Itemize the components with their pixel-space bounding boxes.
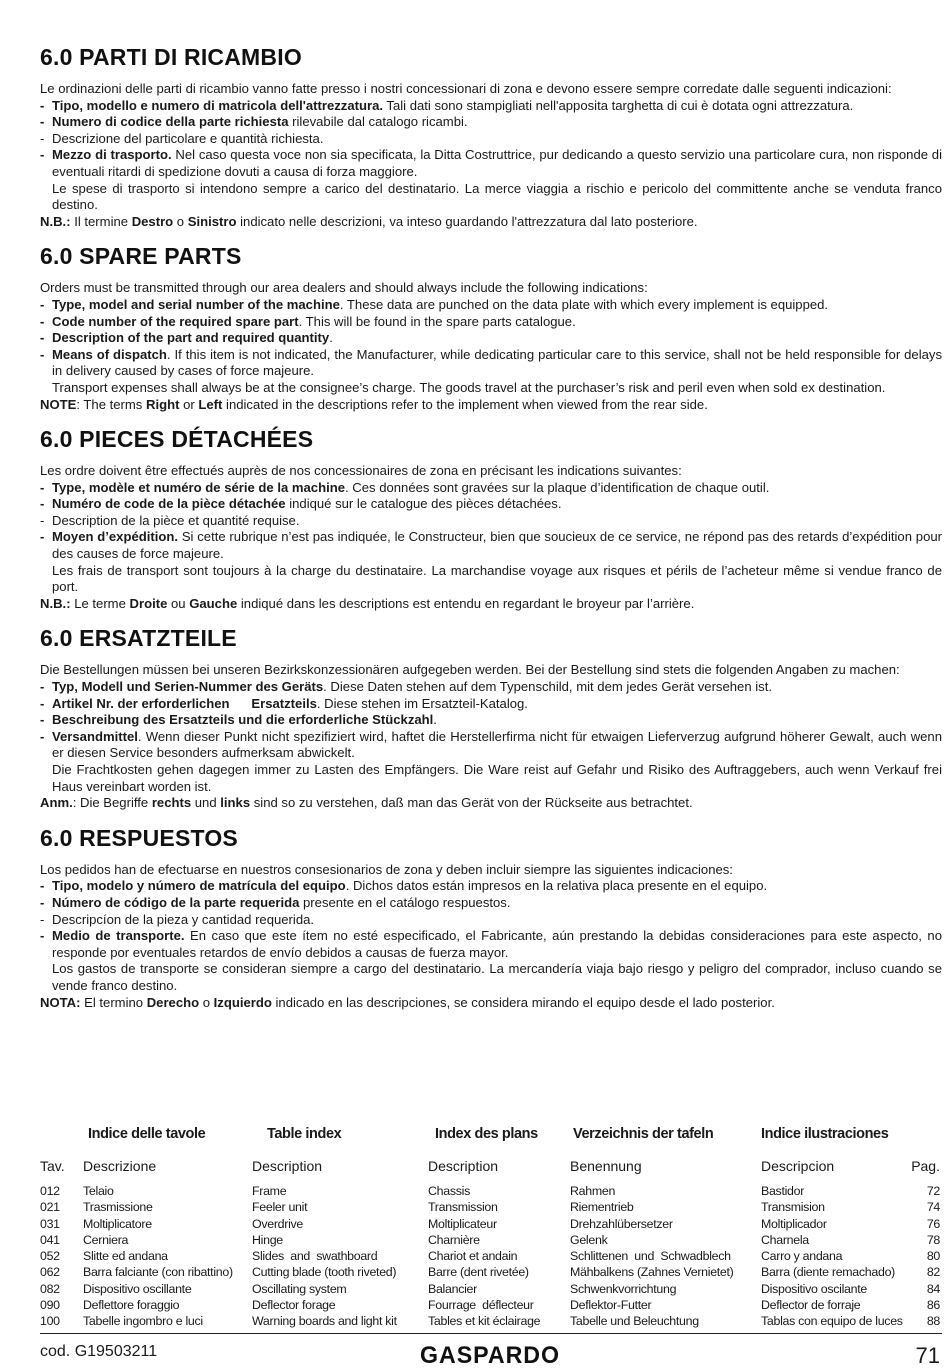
list-item-text [52, 912, 942, 929]
cell-tav: 012 [40, 1184, 60, 1198]
list-item-rest: presente en el catálogo respuestos. [299, 894, 511, 910]
index-header-fr: Index des plans [435, 1126, 538, 1142]
list-item-bold: Type, model and serial number of the machine [52, 296, 340, 312]
list-item-bold: Description of the part and required quantity [52, 330, 330, 346]
bullet-dash: - [40, 346, 45, 362]
bullet-dash: - [40, 679, 45, 695]
col-descrizione: Descrizione [83, 1158, 157, 1174]
list-item [40, 131, 942, 148]
table-row [40, 1200, 942, 1216]
note-p3: indicado en las descripciones, se considera mirando el equipo desde el lado posterior. [271, 994, 775, 1010]
cell-en: Warning boards and light kit [252, 1314, 397, 1329]
bullet-dash: - [40, 728, 45, 744]
note-w1: Destro [131, 213, 174, 229]
bullet-dash: - [40, 130, 45, 146]
list-item-rest: En caso que este ítem no esté especificado, el Fabricante, aún prestando la debidas consideraciones para este aspecto, no responde por eventuales retardos de envío debidos a causas de fuerza mayor. [52, 928, 942, 960]
bullet-dash: - [40, 479, 45, 495]
cell-en: Slides and swathboard [252, 1249, 378, 1264]
section-intro: Le ordinazioni delle parti di ricambio vanno fatte presso i nostri concessionari di zona e devono essere sempre corredate dalle seguenti indicazioni: [40, 81, 892, 96]
list-item-bold: Moyen d’expédition. [52, 529, 179, 545]
cell-de: Riementrieb [570, 1200, 634, 1215]
note-w1: rechts [151, 795, 192, 811]
section-heading: 6.0 PIECES DÉTACHÉES [40, 426, 314, 453]
list-item [40, 98, 942, 115]
note-p2: o [199, 994, 214, 1010]
note-w1: Droite [129, 595, 168, 611]
list-item-text [52, 131, 942, 148]
section-intro: Los pedidos han de efectuarse en nuestros consesionarios de zona y deben incluir siempre las siguientes indicaciones: [40, 861, 733, 877]
cell-fr: Chariot et andain [428, 1249, 518, 1264]
list-item [40, 297, 942, 314]
list-item-bold: Beschreibung des Ersatzteils und die erforderliche Stückzahl [52, 712, 434, 728]
col-descripcion: Descripcion [761, 1158, 835, 1174]
cell-page: 78 [926, 1232, 940, 1247]
section [40, 44, 942, 230]
bullet-dash: - [40, 97, 45, 113]
cell-es: Tablas con equipo de luces [761, 1314, 903, 1329]
section-note [40, 214, 942, 231]
note-p3: indicated in the descriptions refer to the implement when viewed from the rear side. [222, 396, 708, 412]
cell-it: Deflettore foraggio [83, 1298, 180, 1313]
cell-page: 74 [926, 1200, 940, 1215]
cell-en: Frame [252, 1184, 287, 1198]
cell-fr: Chassis [428, 1184, 470, 1198]
bullet-dash: - [40, 313, 45, 329]
list-item-bold: Numero di codice della parte richiesta [52, 114, 289, 130]
note-p1: Le terme [70, 595, 130, 611]
list-item-rest: rilevabile dal catalogo ricambi. [288, 114, 468, 130]
col-tav: Tav. [40, 1158, 65, 1174]
section-continuation: Los gastos de transporte se consideran siempre a cargo del destinatario. La mercandería viaja bajo riesgo y peligro del comprador, incluso cuando se vende franco destino. [52, 961, 942, 993]
list-item-rest: . Diese stehen im Ersatzteil-Katalog. [316, 695, 528, 711]
list-item-bold: Número de código de la parte requerida [52, 894, 300, 910]
section-note [40, 795, 942, 812]
cell-it: Trasmissione [83, 1200, 153, 1215]
list-item-bold: Versandmittel [52, 728, 138, 744]
bullet-dash: - [40, 330, 45, 346]
cell-de: Deflektor-Futter [570, 1298, 652, 1313]
cell-en: Deflector forage [252, 1298, 336, 1313]
list-item-text [52, 696, 942, 713]
note-p2: und [191, 795, 221, 811]
cell-es: Deflector de forraje [761, 1298, 861, 1313]
note-p3: sind so zu verstehen, daß man das Gerät von der Rückseite aus betrachtet. [250, 795, 693, 811]
cell-en: Feeler unit [252, 1200, 308, 1215]
footer-divider [40, 1333, 942, 1334]
cell-es: Charnela [761, 1232, 809, 1247]
cell-tav: 041 [40, 1232, 60, 1247]
cell-de: Tabelle und Beleuchtung [570, 1314, 699, 1329]
table-row [40, 1265, 942, 1281]
cell-de: Gelenk [570, 1232, 608, 1247]
list-item-rest: Descrizione del particolare e quantità richiesta. [52, 130, 324, 146]
cell-en: Oscillating system [252, 1281, 347, 1296]
cell-de: Schlittenen und Schwadblech [570, 1249, 731, 1264]
list-item-rest: Si cette rubrique n’est pas indiquée, le Constructeur, bien que soucieux de ce service, ne répond pas des retards d’expédition pour des causes de force majeure. [52, 529, 942, 562]
list-item-text [52, 480, 942, 497]
list-item-text [52, 729, 942, 762]
cell-fr: Fourrage déflecteur [428, 1298, 534, 1313]
list-item [40, 347, 942, 380]
cell-en: Hinge [252, 1232, 283, 1247]
note-w2: Gauche [189, 595, 238, 611]
table-row [40, 1314, 942, 1330]
cell-es: Bastidor [761, 1184, 805, 1198]
list-item-text [52, 114, 942, 131]
note-w2: Sinistro [187, 213, 237, 229]
list-item-text [52, 330, 942, 347]
cell-es: Barra (diente remachado) [761, 1265, 895, 1280]
gaspardo-logo-icon [420, 1341, 560, 1367]
cell-fr: Tables et kit éclairage [428, 1314, 541, 1329]
bullet-dash: - [40, 911, 45, 927]
index-language-headers [40, 1126, 942, 1148]
cell-page: 84 [926, 1281, 940, 1296]
list-item [40, 480, 942, 497]
note-label: Anm. [40, 795, 73, 811]
cell-page: 82 [926, 1265, 940, 1280]
table-row [40, 1184, 942, 1200]
cell-en: Cutting blade (tooth riveted) [252, 1265, 397, 1280]
list-item-rest: . These data are punched on the data plate with which every implement is equipped. [339, 296, 829, 312]
list-item-text [52, 878, 942, 895]
cell-it: Telaio [83, 1184, 114, 1198]
list-item [40, 513, 942, 530]
index-column-headers [40, 1158, 942, 1180]
list-item-text [52, 297, 942, 314]
section-intro: Orders must be transmitted through our area dealers and should always include the following indications: [40, 280, 648, 296]
note-p1: Il termine [70, 213, 132, 229]
table-row [40, 1233, 942, 1249]
section [40, 243, 942, 413]
index-header-it: Indice delle tavole [88, 1126, 206, 1142]
bullet-dash: - [40, 529, 45, 545]
cell-de: Mähbalkens (Zahnes Vernietet) [570, 1265, 734, 1280]
note-p3: indicato nelle descrizioni, va inteso guardando l'attrezzatura dal lato posteriore. [236, 213, 698, 229]
svg-text:GASPARDO: GASPARDO [420, 1342, 560, 1367]
index-header-de: Verzeichnis der tafeln [573, 1126, 714, 1142]
bullet-dash: - [40, 928, 45, 944]
list-item [40, 696, 942, 713]
section [40, 825, 942, 1011]
list-item [40, 928, 942, 961]
list-item-bold: Mezzo di trasporto. [52, 147, 172, 163]
list-item [40, 895, 942, 912]
list-item-rest: Description de la pièce et quantité requise. [52, 512, 300, 528]
list-item-bold: Tipo, modello e numero di matricola dell'attrezzatura. [52, 97, 384, 113]
list-item [40, 314, 942, 331]
list-item-rest: Tali dati sono stampigliati nell'apposita targhetta di cui è dotata ogni attrezzatura. [383, 97, 854, 113]
cell-es: Carro y andana [761, 1249, 843, 1264]
sections-container [40, 44, 942, 1011]
note-w1: Derecho [146, 994, 200, 1010]
list-item-bold: Numéro de code de la pièce détachée [52, 496, 286, 512]
list-item [40, 712, 942, 729]
section-heading: 6.0 ERSATZTEILE [40, 625, 237, 652]
table-row [40, 1249, 942, 1265]
table-row [40, 1298, 942, 1314]
section-note [40, 596, 942, 613]
list-item [40, 330, 942, 347]
list-item-rest: . Diese Daten stehen auf dem Typenschild, mit dem jedes Gerät versehen ist. [323, 679, 772, 695]
list-item-rest: . Ces données sont gravées sur la plaque d’identification de chaque outil. [345, 479, 770, 495]
list-item-bold: Code number of the required spare part [52, 313, 299, 329]
bullet-dash: - [40, 712, 45, 728]
list-item-text [52, 147, 942, 180]
note-w2: Left [198, 396, 223, 412]
note-p2: or [179, 396, 199, 412]
cell-tav: 100 [40, 1314, 60, 1329]
note-p1: : Die Begriffe [72, 795, 152, 811]
cell-it: Cerniera [83, 1232, 129, 1247]
note-p2: ou [167, 595, 190, 611]
list-item-text [52, 347, 942, 380]
list-item-rest: . Wenn dieser Punkt nicht spezifiziert wird, haftet die Herstellerfirma nicht für etwaigen Lieferverzug aufgrund höherer Gewalt, auch wenn er diesen Service besonders aufmerksam abwickelt. [52, 728, 942, 761]
list-item-rest: . If this item is not indicated, the Manufacturer, while dedicating particular care to this service, shall not be held responsible for delays in delivery caused by cases of force majeure. [52, 346, 942, 379]
cell-it: Dispositivo oscillante [83, 1281, 192, 1296]
table-row [40, 1282, 942, 1298]
section-continuation: Die Frachtkosten gehen dagegen immer zu Lasten des Empfängers. Die Ware reist auf Gefahr und Risiko des Auftraggebers, auch wenn Verkauf frei Haus vereinbart worden ist. [52, 762, 942, 794]
list-item-rest: . [433, 712, 437, 728]
list-item-text [52, 895, 942, 912]
note-w1: Right [146, 396, 180, 412]
list-item-rest: Nel caso questa voce non sia specificata, la Ditta Costruttrice, pur dedicando a questo servizio una particolare cura, non risponde di eventuali ritardi di spedizione dovuti a causa di forza maggiore. [52, 147, 942, 179]
list-item [40, 878, 942, 895]
note-label: N.B.: [40, 213, 71, 229]
bullet-dash: - [40, 296, 45, 312]
bullet-dash: - [40, 114, 45, 130]
list-item-text [52, 712, 942, 729]
cell-de: Rahmen [570, 1184, 616, 1198]
list-item [40, 529, 942, 562]
bullet-dash: - [40, 878, 45, 894]
col-pag: Pag. [911, 1158, 940, 1174]
list-item-text [52, 314, 942, 331]
cell-fr: Barre (dent rivetée) [428, 1265, 529, 1280]
list-item-text [52, 679, 942, 696]
list-item-bold: Artikel Nr. der erforderlichen Ersatzteils [52, 695, 317, 711]
list-item-bold: Typ, Modell und Serien-Nummer des Geräts [52, 679, 324, 695]
cell-page: 76 [926, 1216, 940, 1231]
note-p1: El termino [80, 994, 147, 1010]
section-continuation: Le spese di trasporto si intendono sempre a carico del destinatario. La merce viaggia a rischio e pericolo del committente anche se venduta franco destino. [52, 180, 942, 213]
list-item-rest: Descripcíon de la pieza y cantidad requerida. [52, 911, 315, 927]
list-item-rest: . [329, 330, 333, 346]
section-heading: 6.0 PARTI DI RICAMBIO [40, 44, 302, 70]
cell-tav: 062 [40, 1265, 60, 1280]
cell-tav: 021 [40, 1200, 60, 1215]
note-p1: : The terms [76, 396, 146, 412]
section-intro: Die Bestellungen müssen bei unseren Bezirkskonzessionären aufgegeben werden. Bei der Bestellung sind stets die folgenden Angaben zu machen: [40, 662, 900, 678]
section-heading: 6.0 SPARE PARTS [40, 243, 242, 270]
cell-it: Tabelle ingombro e luci [83, 1314, 203, 1329]
page-number: 71 [915, 1343, 940, 1368]
cell-es: Transmision [761, 1200, 825, 1215]
cell-fr: Moltiplicateur [428, 1216, 497, 1231]
cell-page: 72 [926, 1184, 940, 1198]
cell-tav: 052 [40, 1249, 60, 1264]
note-w2: Izquierdo [213, 994, 272, 1010]
note-p3: indiqué dans les descriptions est entendu en regardant le broyeur par l’arrière. [237, 595, 695, 611]
list-item [40, 114, 942, 131]
list-item [40, 496, 942, 513]
note-w2: links [220, 795, 251, 811]
note-p2: o [173, 213, 188, 229]
cell-fr: Balancier [428, 1281, 477, 1296]
index-header-es: Indice ilustraciones [761, 1126, 889, 1142]
index-header-en: Table index [267, 1126, 342, 1142]
cell-es: Dispositivo oscilante [761, 1281, 867, 1296]
cell-de: Drehzahlübersetzer [570, 1216, 673, 1231]
note-label: N.B.: [40, 595, 71, 611]
index-rows [40, 1184, 942, 1331]
section-heading: 6.0 RESPUESTOS [40, 824, 238, 851]
cell-it: Barra falciante (con ribattino) [83, 1265, 233, 1280]
list-item-bold: Medio de transporte. [52, 928, 185, 944]
bullet-dash: - [40, 496, 45, 512]
section-continuation: Les frais de transport sont toujours à la charge du destinataire. La marchandise voyage aux risques et périls de l’acheteur même si vendue franco de port. [52, 562, 942, 595]
list-item-bold: Tipo, modelo y número de matrícula del equipo [52, 878, 346, 894]
bullet-dash: - [40, 512, 45, 528]
list-item-rest: . Dichos datos están impresos en la relativa placa presente en el equipo. [345, 878, 768, 894]
list-item-rest: indiqué sur le catalogue des pièces détachées. [285, 496, 562, 512]
section [40, 426, 942, 612]
list-item-text [52, 928, 942, 961]
section-continuation: Transport expenses shall always be at the consignee’s charge. The goods travel at the purchaser’s risk and peril even when sold ex destination. [52, 379, 886, 395]
list-item-bold: Means of dispatch [52, 346, 167, 362]
list-item [40, 679, 942, 696]
bullet-dash: - [40, 695, 45, 711]
cell-es: Moltiplicador [761, 1216, 827, 1231]
document-body [40, 44, 942, 1024]
document-code: cod. G19503211 [40, 1343, 158, 1360]
cell-it: Moltiplicatore [83, 1216, 152, 1231]
bullet-dash: - [40, 147, 45, 163]
cell-page: 80 [926, 1249, 940, 1264]
cell-it: Slitte ed andana [83, 1249, 168, 1264]
cell-de: Schwenkvorrichtung [570, 1281, 677, 1296]
cell-page: 88 [926, 1314, 940, 1329]
cell-tav: 090 [40, 1298, 60, 1313]
brand-logo [420, 1341, 560, 1372]
note-label: NOTE [40, 396, 77, 412]
list-item-text [52, 496, 942, 513]
list-item-bold: Type, modèle et numéro de série de la machine [52, 479, 346, 495]
table-row [40, 1217, 942, 1233]
cell-fr: Charnière [428, 1232, 480, 1247]
cell-fr: Transmission [428, 1200, 498, 1215]
list-item-text [52, 98, 942, 115]
list-item [40, 912, 942, 929]
list-item-text [52, 513, 942, 530]
col-benennung: Benennung [570, 1158, 642, 1174]
cell-page: 86 [926, 1298, 940, 1313]
section-intro: Les ordre doivent être effectués auprès de nos concessionaires de zona en précisant les indications suivantes: [40, 463, 682, 479]
note-label: NOTA: [40, 994, 81, 1010]
cell-en: Overdrive [252, 1216, 304, 1231]
section-note [40, 995, 942, 1012]
list-item [40, 729, 942, 762]
cell-tav: 082 [40, 1281, 60, 1296]
col-description-en: Description [252, 1158, 323, 1174]
list-item-text [52, 529, 942, 562]
list-item-rest: . This will be found in the spare parts catalogue. [298, 313, 576, 329]
col-description-fr: Description [428, 1158, 499, 1174]
bullet-dash: - [40, 894, 45, 910]
cell-tav: 031 [40, 1216, 60, 1231]
list-item [40, 147, 942, 180]
section-note [40, 397, 942, 414]
table-index [40, 1126, 942, 1331]
section [40, 625, 942, 811]
